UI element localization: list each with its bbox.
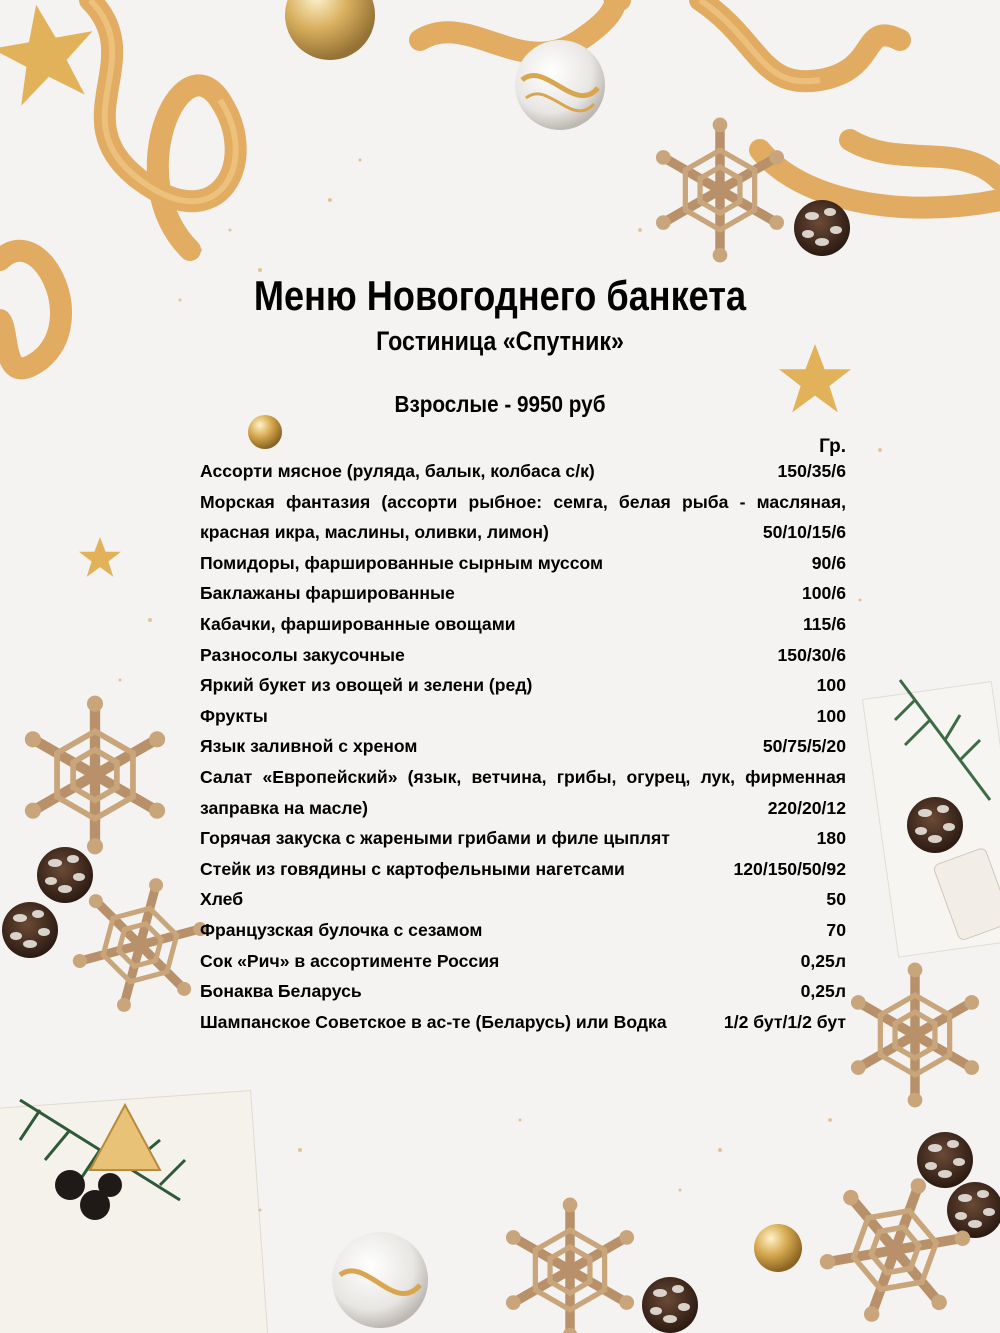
menu-item-qty: 50/75/5/20 [762, 736, 846, 757]
menu-item [200, 461, 846, 492]
menu-item [200, 583, 846, 614]
menu-item-qty: 150/35/6 [777, 461, 846, 481]
menu-item-name: Морская фантазия (ассорти рыбное: семга, белая рыба - масляная, [200, 491, 846, 512]
menu-item [200, 920, 846, 951]
menu-item [200, 553, 846, 584]
menu-item-name: Разносолы закусочные [200, 644, 405, 665]
menu-item [200, 736, 846, 767]
menu-item-name: Шампанское Советское в ас-те (Беларусь) или Водка [200, 1011, 667, 1032]
menu-item-name: Горячая закуска с жареными грибами и филе цыплят [200, 828, 670, 849]
menu-item-qty: 0,25л [800, 981, 846, 1002]
menu-item-name: Салат «Европейский» (язык, ветчина, грибы, огурец, лук, фирменная [200, 766, 846, 787]
menu-item-qty: 50 [826, 889, 846, 910]
menu-item [200, 645, 846, 676]
menu-item [200, 828, 846, 859]
menu-list [200, 461, 846, 1042]
menu-item-qty: 90/6 [811, 552, 846, 573]
menu-item-qty: 0,25л [800, 950, 846, 971]
menu-item-qty: 100 [816, 675, 846, 696]
hotel-subtitle: Гостиница «Спутник» [376, 326, 624, 356]
menu-item [200, 889, 846, 920]
menu-item-qty: 100/6 [801, 583, 846, 604]
price-line: Взрослые - 9950 руб [394, 391, 606, 417]
menu-item [200, 798, 846, 829]
menu-item [200, 951, 846, 982]
menu-item [200, 675, 846, 706]
menu-item-qty: 50/10/15/6 [762, 522, 846, 543]
menu-item [200, 522, 846, 553]
menu-item-qty: 70 [826, 919, 846, 940]
menu-item-name: Баклажаны фаршированные [200, 583, 455, 604]
menu-item-qty: 220/20/12 [767, 797, 846, 818]
menu-item-name: Сок «Рич» в ассортименте Россия [200, 950, 500, 971]
menu-item-name: Яркий букет из овощей и зелени (ред) [200, 675, 533, 696]
menu-item-qty: 100 [816, 705, 846, 726]
menu-item [200, 859, 846, 890]
menu-item-qty: 180 [816, 828, 846, 849]
menu-item-qty: 115/6 [802, 613, 846, 634]
menu-item [200, 706, 846, 737]
menu-item [200, 492, 846, 523]
menu-item-name: заправка на масле) [200, 797, 368, 818]
menu-item-qty: 1/2 бут/1/2 бут [723, 1011, 846, 1032]
menu-item [200, 614, 846, 645]
menu-item-name: Стейк из говядины с картофельными нагетсами [200, 858, 625, 879]
menu-item [200, 767, 846, 798]
menu-item-qty: 150/30/6 [777, 644, 846, 665]
menu-item-name: Хлеб [200, 889, 244, 910]
menu-item-name: красная икра, маслины, оливки, лимон) [200, 522, 549, 543]
menu-item-qty: 120/150/50/92 [733, 858, 846, 879]
page-title: Меню Новогоднего банкета [253, 272, 747, 319]
menu-item-name: Язык заливной с хреном [200, 736, 418, 757]
menu-item-name: Французская булочка с сезамом [200, 919, 483, 940]
menu-item [200, 1012, 846, 1043]
menu-item-name: Кабачки, фаршированные овощами [200, 613, 516, 634]
menu-item [200, 981, 846, 1012]
menu-item-name: Ассорти мясное (руляда, балык, колбаса с/к) [200, 461, 595, 481]
unit-header: Гр. [819, 436, 846, 457]
menu-item-name: Помидоры, фаршированные сырным муссом [200, 552, 604, 573]
menu-item-name: Бонаква Беларусь [200, 981, 362, 1002]
menu-item-name: Фрукты [200, 705, 268, 726]
